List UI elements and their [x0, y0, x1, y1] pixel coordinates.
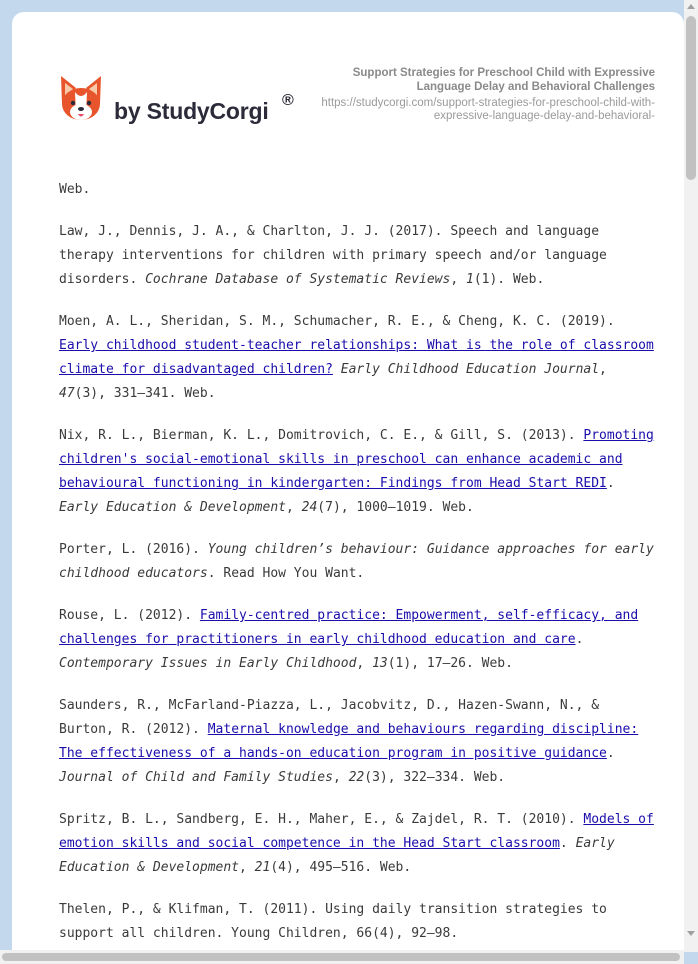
- reference-link[interactable]: Early childhood student-teacher relationships: What is the role of classroom climate for disadvantaged children?: [59, 338, 654, 377]
- reference-text: Rouse, L. (2012).: [59, 608, 200, 623]
- reference-text: Saunders, R., McFarland-Piazza, L., Jacobvitz, D., Hazen-Swann, N., & Burton, R. (2012).: [59, 698, 600, 737]
- reference-separator: [333, 362, 341, 377]
- reference-separator: ,: [285, 500, 302, 515]
- vertical-scrollbar[interactable]: [684, 0, 698, 952]
- document-url[interactable]: https://studycorgi.com/support-strategies-for-preschool-child-with-expressive-language-delay-and-behavioral-: [321, 97, 655, 122]
- reference-text: Moen, A. L., Sheridan, S. M., Schumacher, R. E., & Cheng, K. C. (2019).: [59, 314, 615, 329]
- document-title: Support Strategies for Preschool Child with Expressive Language Delay and Behavioral Challenges: [352, 67, 655, 93]
- reference-volume: 21: [254, 860, 271, 875]
- registered-mark: ®: [282, 92, 294, 109]
- reference-separator: ,: [450, 272, 466, 287]
- horizontal-scrollbar[interactable]: [0, 950, 684, 964]
- reference-separator: .: [559, 836, 576, 851]
- reference-journal: Journal of Child and Family Studies: [59, 770, 333, 785]
- reference-link[interactable]: Promoting children's social-emotional skills in preschool can enhance academic and behavioural functioning in kindergarten: Findings from Head Start REDI: [59, 428, 654, 491]
- reference-text: Spritz, B. L., Sandberg, E. H., Maher, E., & Zajdel, R. T. (2010).: [59, 812, 584, 827]
- reference-text: Web.: [59, 182, 91, 197]
- reference-separator: .: [606, 476, 615, 491]
- reference-volume: 1: [466, 272, 474, 287]
- reference-item: [59, 424, 659, 520]
- reference-text: Nix, R. L., Bierman, K. L., Domitrovich, C. E., & Gill, S. (2013).: [59, 428, 584, 443]
- reference-item: [59, 310, 659, 406]
- reference-separator: ,: [332, 770, 349, 785]
- reference-separator: ,: [599, 362, 607, 377]
- reference-volume: 13: [372, 656, 388, 671]
- page-header: [12, 12, 684, 152]
- reference-separator: .: [606, 746, 615, 761]
- reference-tail: (7), 1000–1019. Web.: [317, 500, 474, 515]
- reference-link[interactable]: Family-centred practice: Empowerment, self-efficacy, and challenges for practitioners in early childhood education and care: [59, 608, 639, 647]
- reference-text: Porter, L. (2016).: [59, 542, 208, 557]
- document-page: [12, 12, 684, 964]
- reference-journal: Early Childhood Education Journal: [340, 362, 600, 377]
- reference-item: [59, 538, 659, 586]
- reference-volume: 22: [348, 770, 365, 785]
- studycorgi-logo[interactable]: [58, 74, 318, 134]
- reference-item: [59, 808, 659, 880]
- reference-book-title: Young children’s behaviour: Guidance approaches for early childhood educators: [59, 542, 654, 581]
- reference-journal: Cochrane Database of Systematic Reviews: [145, 272, 451, 287]
- reference-text: Law, J., Dennis, J. A., & Charlton, J. J. (2017). Speech and language therapy interventions for children with primary speech and/or language disorders.: [59, 224, 607, 287]
- reference-journal: Contemporary Issues in Early Childhood: [59, 656, 357, 671]
- reference-journal: Early Education & Development: [59, 836, 615, 875]
- reference-tail: . Read How You Want.: [207, 566, 365, 581]
- reference-item: [59, 694, 659, 790]
- reference-tail: (1), 17–26. Web.: [387, 656, 513, 671]
- reference-tail: (1). Web.: [473, 272, 545, 287]
- reference-text: Thelen, P., & Klifman, T. (2011). Using daily transition strategies to support all children. Young Children, 66(4), 92–98.: [59, 902, 607, 941]
- reference-item: [59, 604, 659, 676]
- reference-item: [59, 178, 659, 202]
- reference-separator: ,: [356, 656, 373, 671]
- references-list: [59, 178, 659, 964]
- reference-tail: (3), 322–334. Web.: [364, 770, 506, 785]
- reference-tail: (4), 495–516. Web.: [270, 860, 412, 875]
- reference-volume: 24: [301, 500, 318, 515]
- reference-item: [59, 220, 659, 292]
- reference-separator: .: [575, 632, 584, 647]
- reference-journal: Early Education & Development: [59, 500, 286, 515]
- reference-volume: 47: [59, 386, 75, 401]
- reference-item: [59, 898, 659, 946]
- scroll-up-arrow-icon[interactable]: [687, 4, 695, 9]
- brand-name: by StudyCorgi: [114, 98, 269, 124]
- vertical-scroll-thumb[interactable]: [686, 16, 696, 180]
- reference-tail: (3), 331–341. Web.: [74, 386, 216, 401]
- reference-link[interactable]: Maternal knowledge and behaviours regarding discipline: The effectiveness of a hands-on education program in positive guidance: [59, 722, 639, 761]
- scroll-down-arrow-icon[interactable]: [687, 931, 695, 936]
- reference-link[interactable]: Models of emotion skills and social competence in the Head Start classroom: [59, 812, 654, 851]
- corgi-logo-icon: [58, 74, 104, 124]
- horizontal-scroll-thumb[interactable]: [2, 953, 680, 961]
- reference-separator: ,: [239, 860, 255, 875]
